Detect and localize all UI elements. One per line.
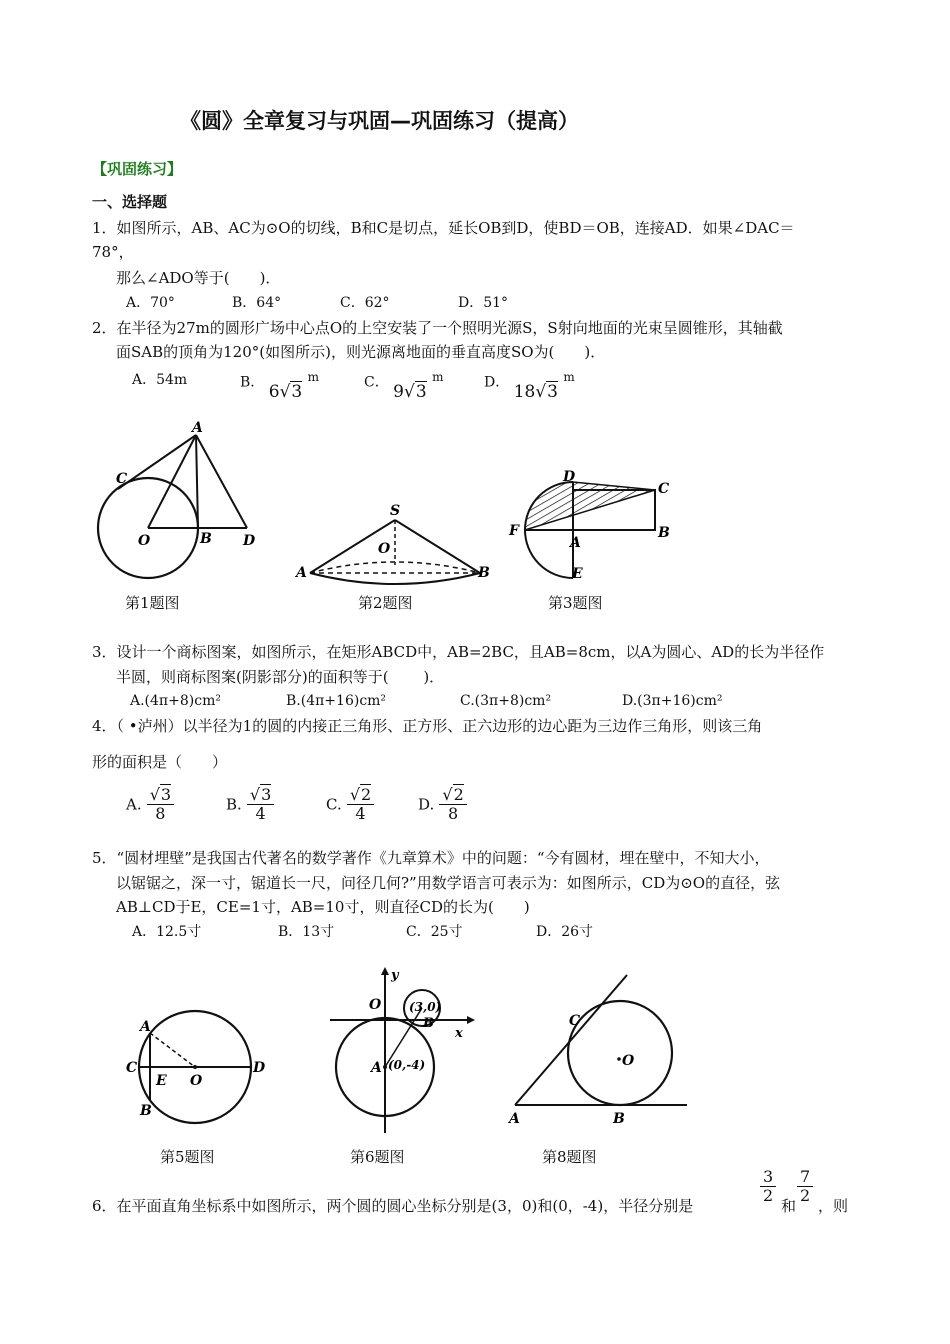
fig6-label-x: x	[455, 1026, 463, 1041]
figure-3	[500, 465, 685, 585]
q6-and: 和	[781, 1197, 797, 1215]
part-heading: 一、选择题	[92, 193, 168, 211]
fig3-label-f: F	[509, 523, 519, 539]
q2-option-c-rad: 3	[415, 381, 427, 402]
figure-2	[290, 495, 500, 590]
q1-option-d: D．51°	[458, 295, 509, 311]
fig5-label-b: B	[140, 1103, 152, 1119]
fig5-radius-ao	[150, 1033, 195, 1067]
q1-line1: 1．如图所示，AB、AC为⊙O的切线，B和C是切点，延长OB到D，使BD＝OB，连接AD．如果∠DAC＝	[92, 219, 795, 237]
fig5-center-dot	[193, 1065, 197, 1069]
q4-option-c-label: C.	[326, 795, 342, 814]
fig6-label-a: A	[371, 1060, 382, 1076]
fig2-caption: 第2题图	[358, 594, 413, 612]
fig6-label-p1: (3,0)	[409, 1000, 442, 1014]
fig2-label-o: O	[378, 541, 391, 557]
fig6-x-arrow	[467, 1016, 475, 1024]
fig5-label-d: D	[253, 1060, 266, 1076]
q2-option-d-coef: 18	[513, 381, 536, 402]
q2-option-b-label: B．	[240, 374, 265, 391]
fig5-label-e: E	[156, 1073, 167, 1089]
q4-option-d: D. $\frac{√2}{8}$	[418, 786, 467, 823]
q2-option-c-label: C．	[364, 374, 389, 391]
q4-option-b: B. $\frac{√3}{4}$	[226, 786, 274, 823]
figure-1	[90, 415, 270, 590]
q3-option-a: A.(4π+8)cm²	[130, 693, 221, 709]
q4-option-c-den: 4	[355, 804, 366, 823]
q5-line3: AB⊥CD于E，CE=1寸，AB=10寸，则直径CD的长为( )	[116, 898, 530, 916]
q2-option-a: A．54m	[132, 372, 188, 388]
fig1-caption: 第1题图	[125, 594, 180, 612]
q2-option-c: C． 9√3 $^m$	[364, 370, 444, 402]
q1-option-b: B．64°	[232, 295, 282, 311]
q4-option-a-num: 3	[160, 785, 172, 804]
fig3-label-e: E	[572, 566, 583, 582]
q3-line2: 半圆，则商标图案(阴影部分)的面积等于( )．	[116, 668, 445, 686]
section-label: 【巩固练习】	[92, 160, 183, 178]
q6-f2-den: 2	[800, 1186, 811, 1205]
q4-line1: 4．（ •泸州）以半径为1的圆的内接正三角形、正方形、正六边形的边心距为三边作三角形，则该三角	[92, 717, 763, 735]
q2-option-b: B． 6√3 $^m$	[240, 370, 320, 402]
fig6-center-a	[383, 1065, 387, 1069]
q6-f1-num: 3	[760, 1168, 776, 1187]
q6-fraction-1	[760, 1168, 776, 1205]
fig2-label-b: B	[478, 565, 490, 581]
page-title: 《圆》全章复习与巩固—巩固练习（提高）	[180, 109, 579, 133]
fig6-label-b: B	[423, 1016, 434, 1031]
q2-option-d-rad: 3	[547, 381, 558, 402]
q5-line1: 5．“圆材埋壁”是我国古代著名的数学著作《九章算术》中的问题：“今有圆材，埋在壁中，不知大小，	[92, 849, 770, 867]
fig2-label-a: A	[296, 565, 307, 581]
fig1-line-ao	[148, 435, 196, 528]
q2-line1: 2．在半径为27m的圆形广场中心点O的上空安装了一个照明光源S，S射向地面的光束呈圆锥形，其轴截	[92, 319, 783, 337]
fig8-label-o: O	[622, 1053, 635, 1069]
fig5-caption: 第5题图	[160, 1148, 215, 1166]
figure-8	[505, 970, 695, 1130]
fig3-label-d: D	[563, 469, 576, 485]
fig3-label-c: C	[658, 481, 670, 497]
q6-fraction-2	[797, 1168, 813, 1205]
q3-option-b: B.(4π+16)cm²	[286, 693, 387, 709]
fig8-label-c: C	[569, 1013, 581, 1029]
fig1-label-a: A	[192, 420, 203, 436]
q4-option-b-label: B.	[226, 795, 242, 814]
q4-option-a-den: 8	[155, 804, 166, 823]
q3-line1: 3．设计一个商标图案，如图所示，在矩形ABCD中，AB=2BC，且AB=8cm，以A为圆心、AD的长为半径作	[92, 643, 825, 661]
q2-option-d-label: D．	[484, 374, 510, 391]
q6-f2-num: 7	[797, 1168, 813, 1187]
fig3-caption: 第3题图	[548, 594, 603, 612]
q5-option-a: A．12.5寸	[132, 924, 202, 940]
q4-option-b-num: 3	[261, 785, 272, 804]
q5-option-d: D．26寸	[536, 924, 594, 940]
q3-option-c: C.(3π+8)cm²	[460, 693, 552, 709]
q2-option-b-rad: 3	[291, 381, 303, 402]
fig2-base-front	[310, 573, 480, 584]
q1-line3: 那么∠ADO等于( )．	[116, 269, 281, 287]
fig6-caption: 第6题图	[350, 1148, 405, 1166]
fig2-label-s: S	[390, 503, 401, 519]
q6-f1-den: 2	[763, 1186, 774, 1205]
q1-line2: 78°，	[92, 243, 134, 261]
fig8-slant-line	[515, 975, 627, 1105]
q2-option-d: D． 18√3 $^m$	[484, 370, 575, 402]
fig5-label-a: A	[140, 1019, 151, 1035]
fig5-label-c: C	[126, 1060, 138, 1076]
q1-option-c: C．62°	[340, 295, 390, 311]
fig1-label-d: D	[243, 533, 256, 549]
fig6-y-arrow	[381, 967, 389, 975]
fig1-line-ca	[118, 435, 196, 489]
q2-line2: 面SAB的顶角为120°(如图所示)，则光源离地面的垂直高度SO为( )．	[116, 343, 606, 361]
fig6-label-p2: (0,-4)	[388, 1058, 426, 1072]
q2-option-d-unit: m	[563, 370, 575, 384]
q4-option-c: C. $\frac{√2}{4}$	[326, 786, 374, 823]
fig6-label-o: O	[369, 997, 382, 1013]
fig8-center-dot	[617, 1057, 621, 1061]
q4-line2: 形的面积是（ ）	[92, 753, 228, 771]
fig3-label-b: B	[658, 525, 670, 541]
fig8-caption: 第8题图	[542, 1148, 597, 1166]
q2-option-b-coef: 6	[268, 381, 280, 402]
fig5-label-o: O	[190, 1073, 203, 1089]
fig8-label-a: A	[509, 1111, 520, 1127]
q3-option-d: D.(3π+16)cm²	[622, 693, 723, 709]
fig1-line-ad	[196, 435, 247, 528]
q2-option-c-coef: 9	[393, 381, 404, 402]
fig6-label-y: y	[391, 968, 399, 983]
figure-5	[120, 1005, 270, 1130]
q4-option-b-den: 4	[255, 804, 266, 823]
q2-option-c-unit: m	[432, 370, 444, 384]
q4-option-d-label: D.	[418, 795, 435, 814]
fig1-label-b: B	[200, 531, 212, 547]
fig1-label-o: O	[138, 533, 151, 549]
q2-option-b-unit: m	[307, 370, 320, 384]
fig8-circle	[568, 1001, 672, 1105]
fig3-label-a: A	[570, 535, 581, 551]
q4-option-d-den: 8	[447, 804, 459, 823]
q4-option-a-label: A.	[126, 795, 142, 814]
q1-option-a: A．70°	[126, 295, 175, 311]
q5-option-c: C．25寸	[406, 924, 463, 940]
q6-text: 6．在平面直角坐标系中如图所示，两个圆的圆心坐标分别是(3，0)和(0，-4)，半径分别是	[92, 1197, 694, 1215]
q5-line2: 以锯锯之，深一寸，锯道长一尺，问径几何?”用数学语言可表示为：如图所示，CD为⊙O的直径，弦	[116, 874, 781, 892]
q4-option-d-num: 2	[453, 785, 464, 804]
q4-option-c-num: 2	[361, 785, 372, 804]
q5-option-b: B．13寸	[278, 924, 335, 940]
figure-6	[325, 965, 475, 1135]
q6-tail: ，则	[818, 1197, 849, 1215]
fig1-label-c: C	[116, 471, 128, 487]
fig8-label-b: B	[613, 1111, 625, 1127]
q4-option-a: A. $\frac{√3}{8}$	[126, 786, 174, 823]
